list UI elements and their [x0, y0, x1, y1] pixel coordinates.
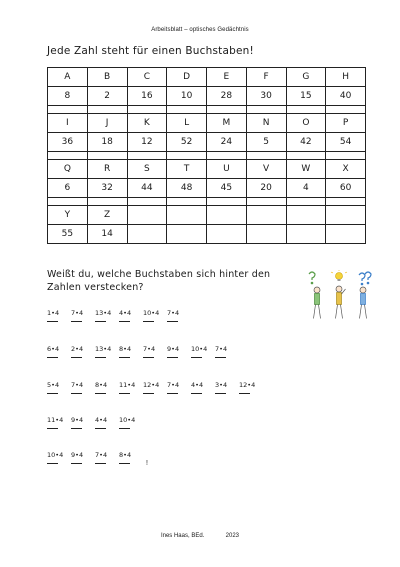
number-code: 5•4 [47, 381, 60, 389]
number-cell: 36 [48, 133, 88, 152]
answer-blank[interactable] [191, 393, 202, 394]
puzzle-cell [47, 343, 71, 358]
letter-cell: N [246, 114, 286, 133]
letter-cell: H [326, 68, 366, 87]
instruction-text: Jede Zahl steht für einen Buchstaben! [47, 45, 254, 57]
gap-cell [207, 198, 247, 206]
answer-blank[interactable] [47, 357, 58, 358]
number-cell: 4 [286, 179, 326, 198]
gap-cell [326, 198, 366, 206]
number-code: 6•4 [47, 345, 60, 353]
puzzle-cell [47, 414, 71, 429]
number-cell: 42 [286, 133, 326, 152]
number-row [48, 225, 366, 244]
answer-blank[interactable] [239, 393, 250, 394]
number-cell: 48 [167, 179, 207, 198]
answer-blank[interactable] [143, 321, 154, 322]
end-mark: ! [146, 460, 148, 467]
letter-cell: I [48, 114, 88, 133]
puzzle-cell [191, 379, 215, 394]
number-cell: 8 [48, 87, 88, 106]
number-code: 7•4 [71, 309, 84, 317]
gap-row [48, 152, 366, 160]
number-cell: 54 [326, 133, 366, 152]
answer-blank[interactable] [71, 321, 82, 322]
answer-blank[interactable] [119, 428, 130, 429]
answer-blank[interactable] [119, 463, 130, 464]
number-cell: 45 [207, 179, 247, 198]
gap-cell [48, 152, 88, 160]
number-cell: 6 [48, 179, 88, 198]
number-code: 1•4 [47, 309, 60, 317]
puzzle-cell [71, 343, 95, 358]
gap-cell [48, 198, 88, 206]
gap-cell [286, 152, 326, 160]
answer-blank[interactable] [71, 393, 82, 394]
number-code: 7•4 [95, 451, 108, 459]
puzzle-cell [95, 449, 119, 464]
gap-cell [246, 152, 286, 160]
puzzle-cell [95, 379, 119, 394]
number-cell: 24 [207, 133, 247, 152]
answer-blank[interactable] [167, 321, 178, 322]
answer-blank[interactable] [119, 357, 130, 358]
answer-blank[interactable] [143, 357, 154, 358]
number-cell [286, 225, 326, 244]
puzzle-cell [215, 379, 239, 394]
letter-cell: Y [48, 206, 88, 225]
answer-blank[interactable] [95, 357, 106, 358]
gap-cell [286, 198, 326, 206]
number-cell [246, 225, 286, 244]
number-cell [127, 225, 167, 244]
gap-cell [87, 152, 127, 160]
answer-blank[interactable] [119, 393, 130, 394]
answer-blank[interactable] [95, 321, 106, 322]
number-row [48, 87, 366, 106]
number-code: 11•4 [47, 416, 64, 424]
number-cell [207, 225, 247, 244]
puzzle-cell [71, 449, 95, 464]
answer-blank[interactable] [119, 321, 130, 322]
gap-cell [127, 106, 167, 114]
number-cell: 40 [326, 87, 366, 106]
number-code: 10•4 [143, 309, 160, 317]
number-cell: 44 [127, 179, 167, 198]
letter-number-code-table [47, 67, 366, 244]
answer-blank[interactable] [191, 357, 202, 358]
number-cell: 20 [246, 179, 286, 198]
puzzle-cell [143, 307, 167, 322]
answer-blank[interactable] [71, 357, 82, 358]
letter-cell: F [246, 68, 286, 87]
number-code: 9•4 [71, 451, 84, 459]
letter-cell: K [127, 114, 167, 133]
number-cell: 32 [87, 179, 127, 198]
letter-cell: X [326, 160, 366, 179]
answer-blank[interactable] [215, 393, 226, 394]
number-code: 13•4 [95, 345, 112, 353]
number-code: 4•4 [191, 381, 204, 389]
page-header: Arbeitsblatt – optisches Gedächtnis [151, 27, 249, 33]
answer-blank[interactable] [215, 357, 226, 358]
number-code: 7•4 [167, 381, 180, 389]
person-figure [336, 286, 346, 319]
answer-blank[interactable] [167, 393, 178, 394]
number-cell: 5 [246, 133, 286, 152]
puzzle-cell [95, 307, 119, 322]
puzzle-cell [95, 343, 119, 358]
person-figure [314, 287, 321, 319]
answer-blank[interactable] [71, 463, 82, 464]
puzzle-cell [71, 379, 95, 394]
gap-cell [167, 198, 207, 206]
number-cell: 15 [286, 87, 326, 106]
gap-cell [87, 106, 127, 114]
letter-cell: A [48, 68, 88, 87]
letter-cell: Q [48, 160, 88, 179]
number-cell: 52 [167, 133, 207, 152]
question-mark-icon [359, 272, 371, 285]
letter-cell: E [207, 68, 247, 87]
number-cell: 28 [207, 87, 247, 106]
number-row [48, 179, 366, 198]
number-code: 3•4 [215, 381, 228, 389]
letter-cell: Z [87, 206, 127, 225]
puzzle-cell [239, 379, 263, 394]
puzzle-cell [95, 414, 119, 429]
letter-cell: T [167, 160, 207, 179]
puzzle-cell [215, 343, 239, 358]
number-code: 13•4 [95, 309, 112, 317]
letter-cell: J [87, 114, 127, 133]
letter-row [48, 114, 366, 133]
letter-cell [207, 206, 247, 225]
number-code: 10•4 [47, 451, 64, 459]
number-cell: 30 [246, 87, 286, 106]
answer-blank[interactable] [71, 428, 82, 429]
puzzle-cell [47, 307, 71, 322]
puzzle-cell [143, 343, 167, 358]
number-code: 4•4 [95, 416, 108, 424]
puzzle-cell [167, 307, 191, 322]
answer-blank[interactable] [47, 321, 58, 322]
letter-cell: P [326, 114, 366, 133]
puzzle-cell [167, 343, 191, 358]
number-code: 7•4 [167, 309, 180, 317]
letter-cell [246, 206, 286, 225]
puzzle-cell [71, 307, 95, 322]
gap-row [48, 198, 366, 206]
gap-cell [326, 152, 366, 160]
footer-year: 2023 [225, 533, 240, 539]
letter-cell: D [167, 68, 207, 87]
number-code: 7•4 [215, 345, 228, 353]
letter-cell [167, 206, 207, 225]
letter-cell: W [286, 160, 326, 179]
gap-cell [246, 198, 286, 206]
number-cell: 60 [326, 179, 366, 198]
answer-blank[interactable] [47, 428, 58, 429]
puzzle-cell [143, 379, 167, 394]
number-code: 10•4 [191, 345, 208, 353]
gap-cell [246, 106, 286, 114]
person-figure [360, 287, 367, 319]
number-cell: 12 [127, 133, 167, 152]
lightbulb-icon [331, 270, 347, 281]
letter-row [48, 68, 366, 87]
footer-author: Ines Haas, BEd. [160, 533, 205, 539]
gap-cell [207, 106, 247, 114]
number-code: 8•4 [119, 345, 132, 353]
gap-cell [207, 152, 247, 160]
number-cell: 2 [87, 87, 127, 106]
number-code: 2•4 [71, 345, 84, 353]
letter-cell: M [207, 114, 247, 133]
gap-row [48, 106, 366, 114]
number-code: 12•4 [143, 381, 160, 389]
gap-cell [326, 106, 366, 114]
number-cell: 18 [87, 133, 127, 152]
number-cell: 55 [48, 225, 88, 244]
number-code: 8•4 [119, 451, 132, 459]
puzzle-cell [71, 414, 95, 429]
letter-cell: R [87, 160, 127, 179]
answer-blank[interactable] [143, 393, 154, 394]
letter-cell: V [246, 160, 286, 179]
puzzle-cell [119, 343, 143, 358]
puzzle-cell [167, 379, 191, 394]
number-code: 7•4 [71, 381, 84, 389]
gap-cell [87, 198, 127, 206]
answer-blank[interactable] [95, 393, 106, 394]
letter-cell: L [167, 114, 207, 133]
number-code: 8•4 [95, 381, 108, 389]
gap-cell [286, 106, 326, 114]
letter-cell: G [286, 68, 326, 87]
puzzle-cell [119, 379, 143, 394]
answer-blank[interactable] [95, 428, 106, 429]
number-cell: 10 [167, 87, 207, 106]
answer-blank[interactable] [47, 463, 58, 464]
number-code: 7•4 [143, 345, 156, 353]
number-code: 4•4 [119, 309, 132, 317]
puzzle-cell [47, 379, 71, 394]
letter-row [48, 160, 366, 179]
letter-cell [326, 206, 366, 225]
letter-cell: B [87, 68, 127, 87]
gap-cell [127, 152, 167, 160]
letter-cell: S [127, 160, 167, 179]
letter-cell: U [207, 160, 247, 179]
number-code: 11•4 [119, 381, 136, 389]
footer [0, 533, 400, 539]
question-text: Weißt du, welche Buchstaben sich hinter den Zahlen verstecken? [47, 269, 271, 293]
answer-blank[interactable] [47, 393, 58, 394]
gap-cell [127, 198, 167, 206]
number-cell: 14 [87, 225, 127, 244]
number-code: 9•4 [167, 345, 180, 353]
number-code: 9•4 [71, 416, 84, 424]
gap-cell [48, 106, 88, 114]
puzzle-cell [191, 343, 215, 358]
letter-cell: O [286, 114, 326, 133]
puzzle-cell [119, 449, 143, 464]
number-cell [326, 225, 366, 244]
number-code: 10•4 [119, 416, 136, 424]
gap-cell [167, 106, 207, 114]
number-row [48, 133, 366, 152]
puzzle-cell [119, 307, 143, 322]
number-cell: 16 [127, 87, 167, 106]
answer-blank[interactable] [95, 463, 106, 464]
number-cell [167, 225, 207, 244]
letter-row [48, 206, 366, 225]
gap-cell [167, 152, 207, 160]
thinking-people-illustration [305, 270, 375, 322]
puzzle-cell [119, 414, 143, 429]
letter-cell [286, 206, 326, 225]
question-mark-icon [309, 272, 315, 284]
number-code: 12•4 [239, 381, 256, 389]
puzzle-cell [47, 449, 71, 464]
letter-cell: C [127, 68, 167, 87]
answer-blank[interactable] [167, 357, 178, 358]
letter-cell [127, 206, 167, 225]
